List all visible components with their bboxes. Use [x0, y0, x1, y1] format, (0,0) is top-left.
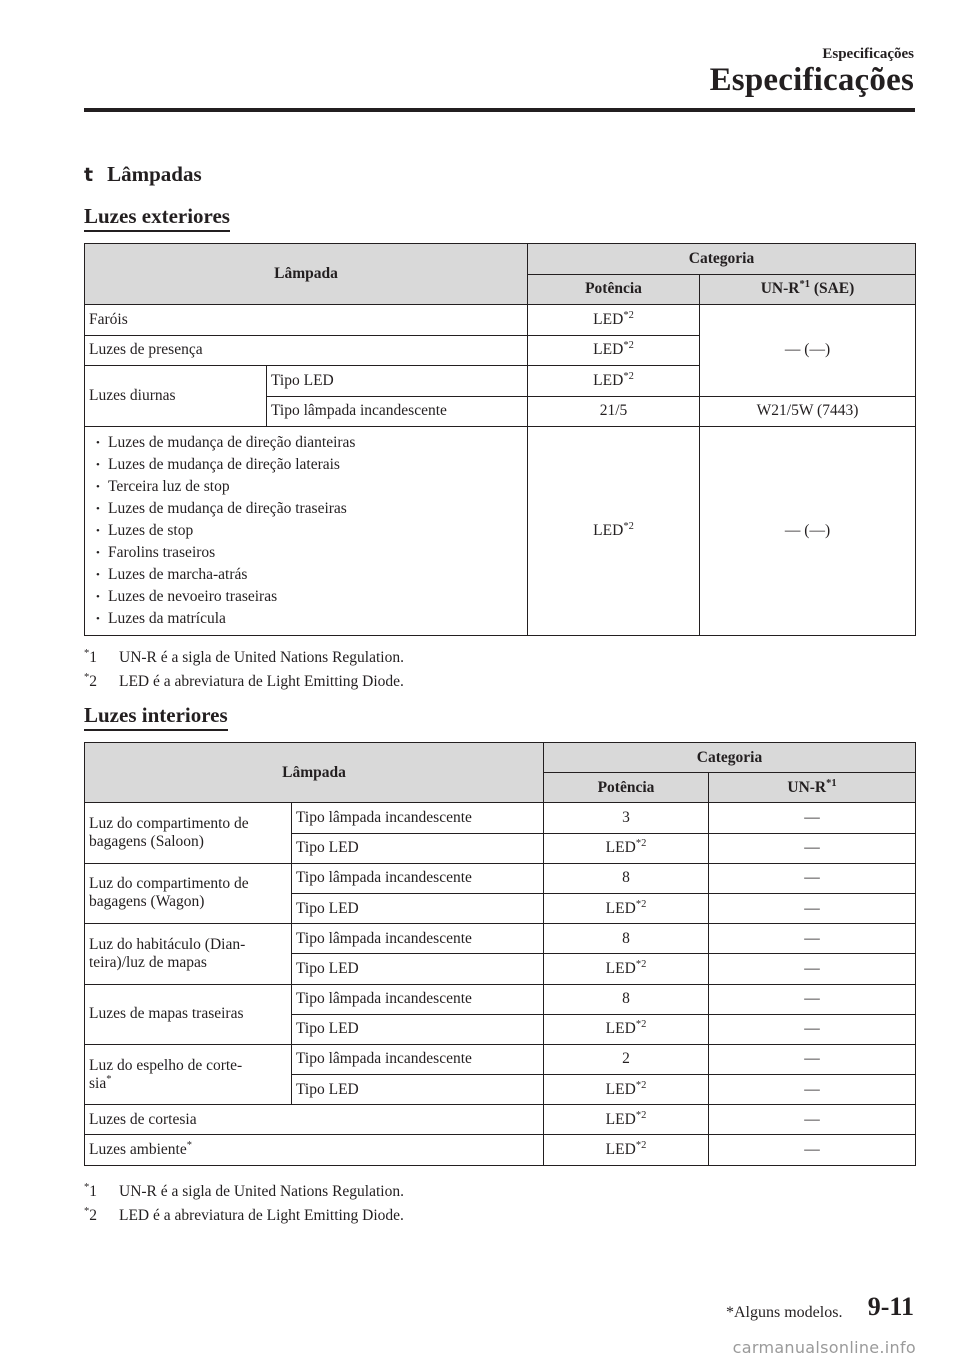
type-cell: Tipo LED	[292, 1014, 544, 1044]
header-category: Categoria	[544, 743, 916, 773]
header-unr: $UN-R^{*1}$	[709, 773, 916, 803]
watermark: carmanualsonline.info	[732, 1338, 916, 1357]
exterior-footnotes	[84, 646, 404, 693]
type-cell: Tipo lâmpada incandescente	[292, 924, 544, 954]
type-cell: Tipo LED	[292, 833, 544, 863]
unr-cell: ― (―)	[700, 305, 916, 397]
unr-cell: ―	[709, 803, 916, 833]
unr-cell: ― (―)	[700, 427, 916, 636]
power-cell: 3	[544, 803, 709, 833]
lamp-cell: Luz do compartimento de bagagens (Saloon)	[85, 803, 292, 863]
power-cell: LED$^{*2}$	[544, 1105, 709, 1135]
type-cell: Tipo lâmpada incandescente	[292, 863, 544, 893]
type-cell: Tipo LED	[292, 893, 544, 923]
type-cell: Tipo lâmpada incandescente	[267, 396, 528, 427]
power-cell: 21/5	[528, 396, 700, 427]
list-item: • Luzes de marcha-atrás	[89, 564, 523, 586]
footnote: *2 LED é a abreviatura de Light Emitting Diode.	[84, 671, 404, 690]
footnote: *1 UN-R é a sigla de United Nations Regulation.	[84, 1182, 404, 1200]
lamp-cell: Luz do habitáculo (Dian- teira)/luz de mapas	[85, 924, 292, 984]
unr-cell: ―	[709, 863, 916, 893]
footnote: *2 LED é a abreviatura de Light Emitting Diode.	[84, 1205, 404, 1224]
header-lamp: Lâmpada	[85, 743, 544, 803]
list-item: • Luzes de stop	[89, 520, 523, 542]
power-cell: LED$^{*2}$	[544, 1135, 709, 1165]
header-unr-sae: $UN-R^{*1}$ (SAE)	[700, 274, 916, 305]
power-cell: 8	[544, 924, 709, 954]
table-row	[85, 924, 916, 954]
list-item: • Terceira luz de stop	[89, 476, 523, 498]
power-cell: LED$^{*2}$	[528, 427, 700, 636]
table-row	[85, 984, 916, 1014]
unr-cell: ―	[709, 893, 916, 923]
power-cell: LED$^{*2}$	[528, 335, 700, 366]
interior-lights-table	[84, 742, 916, 1166]
list-item: • Luzes de nevoeiro traseiras	[89, 586, 523, 608]
header-lamp: Lâmpada	[85, 244, 528, 305]
header-rule	[84, 108, 915, 112]
header-category: Categoria	[528, 244, 916, 275]
lamp-cell: Faróis	[85, 305, 528, 336]
unr-cell: ―	[709, 1075, 916, 1105]
lamp-cell: Luz do espelho de corte- sia*	[85, 1044, 292, 1104]
type-cell: Tipo lâmpada incandescente	[292, 1044, 544, 1074]
lamp-list	[89, 430, 523, 632]
unr-cell: W21/5W (7443)	[700, 396, 916, 427]
exterior-lights-title: Luzes exteriores	[84, 204, 230, 232]
unr-cell: ―	[709, 924, 916, 954]
table-row	[85, 427, 916, 636]
lamp-cell: Luzes diurnas	[85, 366, 267, 427]
power-cell: 8	[544, 863, 709, 893]
header-power: Potência	[528, 274, 700, 305]
unr-cell: ―	[709, 1105, 916, 1135]
section-marker-icon: t	[84, 163, 94, 186]
table-row	[85, 1044, 916, 1074]
power-cell: LED$^{*2}$	[544, 1075, 709, 1105]
section-title	[84, 162, 202, 187]
power-cell: LED$^{*2}$	[544, 833, 709, 863]
lamp-list-cell	[85, 427, 528, 636]
type-cell: Tipo lâmpada incandescente	[292, 984, 544, 1014]
power-cell: LED$^{*2}$	[528, 366, 700, 397]
footer-note: *Alguns modelos.	[726, 1304, 843, 1321]
power-cell: 2	[544, 1044, 709, 1074]
lamp-cell: Luzes ambiente*	[85, 1135, 544, 1165]
power-cell: LED$^{*2}$	[544, 1014, 709, 1044]
table-row	[85, 1105, 916, 1135]
lamp-cell: Luzes de presença	[85, 335, 528, 366]
table-row	[85, 305, 916, 336]
power-cell: LED$^{*2}$	[544, 954, 709, 984]
table-row	[85, 863, 916, 893]
unr-cell: ―	[709, 833, 916, 863]
table-row	[85, 1135, 916, 1165]
exterior-lights-table	[84, 243, 916, 636]
chapter-header-title: Especificações	[709, 62, 914, 98]
list-item: • Farolins traseiros	[89, 542, 523, 564]
interior-lights-title: Luzes interiores	[84, 703, 228, 731]
footnote: *1 UN-R é a sigla de United Nations Regulation.	[84, 648, 404, 666]
type-cell: Tipo LED	[292, 954, 544, 984]
chapter-header-small: Especificações	[822, 46, 914, 62]
list-item: • Luzes de mudança de direção dianteiras	[89, 432, 523, 454]
type-cell: Tipo LED	[292, 1075, 544, 1105]
header-power: Potência	[544, 773, 709, 803]
lamp-cell: Luzes de mapas traseiras	[85, 984, 292, 1044]
list-item: • Luzes de mudança de direção laterais	[89, 454, 523, 476]
type-cell: Tipo lâmpada incandescente	[292, 803, 544, 833]
page-number: 9-11	[867, 1292, 914, 1321]
power-cell: LED$^{*2}$	[544, 893, 709, 923]
lamp-cell: Luzes de cortesia	[85, 1105, 544, 1135]
unr-cell: ―	[709, 954, 916, 984]
unr-cell: ―	[709, 1014, 916, 1044]
lamp-cell: Luz do compartimento de bagagens (Wagon)	[85, 863, 292, 923]
unr-cell: ―	[709, 984, 916, 1014]
type-cell: Tipo LED	[267, 366, 528, 397]
interior-footnotes	[84, 1180, 404, 1227]
table-row	[85, 803, 916, 833]
unr-cell: ―	[709, 1135, 916, 1165]
unr-cell: ―	[709, 1044, 916, 1074]
list-item: • Luzes de mudança de direção traseiras	[89, 498, 523, 520]
power-cell: LED$^{*2}$	[528, 305, 700, 336]
power-cell: 8	[544, 984, 709, 1014]
section-title-text: Lâmpadas	[107, 162, 202, 186]
list-item: • Luzes da matrícula	[89, 608, 523, 630]
